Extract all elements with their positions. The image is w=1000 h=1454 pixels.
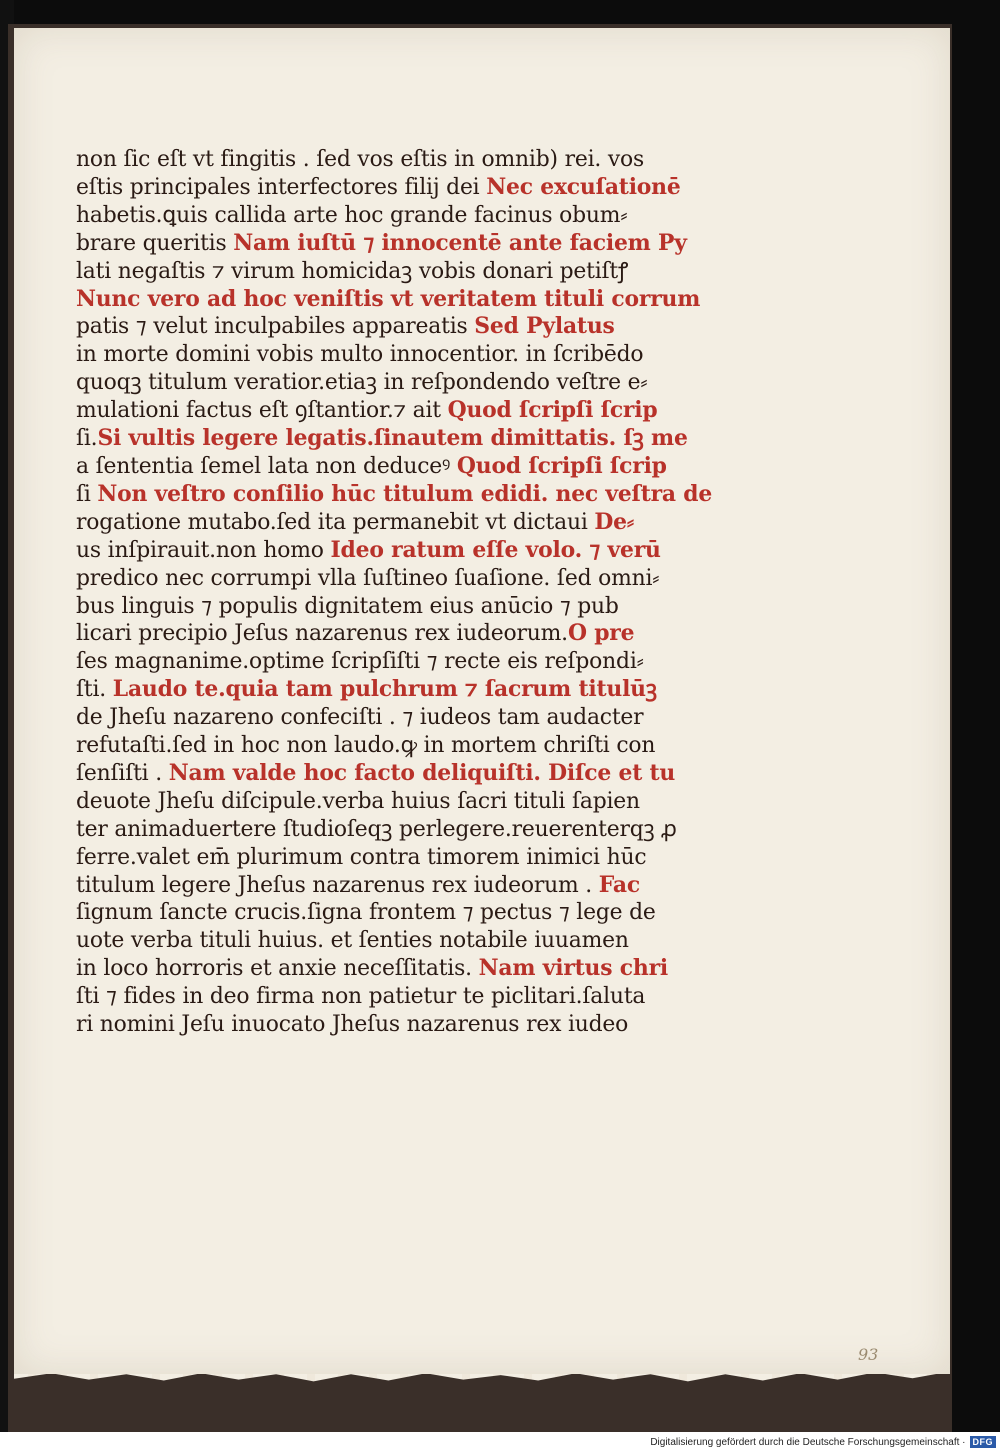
line-text: eſtis principales interfectores filij dei bbox=[76, 174, 487, 200]
rubric-text: Quod ſcripſi ſcrip bbox=[447, 397, 658, 424]
line-text: ſi bbox=[76, 481, 98, 507]
text-line bbox=[76, 537, 712, 565]
text-line bbox=[76, 453, 712, 481]
text-line bbox=[76, 704, 712, 732]
text-line bbox=[76, 397, 712, 425]
line-text: refutaſti.ſed in hoc non laudo.ꝙ in mortem chriſti con bbox=[76, 733, 656, 759]
text-line bbox=[76, 872, 712, 900]
text-line bbox=[76, 648, 712, 676]
line-text: a ſententia ſemel lata non deduceꝰ bbox=[76, 453, 457, 479]
line-text: in loco horroris et anxie neceſſitatis. bbox=[76, 956, 479, 982]
line-text: mulationi factus eſt ꝯſtantior.⁊ ait bbox=[76, 398, 448, 424]
line-text: non ſic eſt vt fingitis . ſed vos eſtis in omnib) rei. vos bbox=[76, 147, 645, 172]
line-text: rogatione mutabo.ſed ita permanebit vt dictaui bbox=[76, 509, 595, 535]
text-line bbox=[76, 286, 712, 314]
line-text: ſes magnanime.optime ſcripſiſti ⁊ recte eis reſpondi⸗ bbox=[76, 649, 644, 675]
text-line bbox=[76, 927, 712, 955]
line-text: deuote Jheſu diſcipule.verba huius ſacri tituli ſapien bbox=[76, 788, 640, 814]
rubric-text: Nam iuſtū ⁊ innocentē ante faciem Py bbox=[233, 229, 687, 256]
line-text: de Jheſu nazareno confeciſti . ⁊ iudeos tam audacter bbox=[76, 705, 644, 731]
line-text: us inſpirauit.non homo bbox=[76, 537, 331, 563]
funding-text: Digitalisierung gefördert durch die Deutsche Forschungsgemeinschaft · bbox=[650, 1436, 966, 1448]
scan-background-right bbox=[948, 0, 1000, 1432]
rubric-text: De⸗ bbox=[594, 508, 634, 535]
funding-footer bbox=[650, 1434, 996, 1450]
foliation-number: 93 bbox=[858, 1345, 879, 1364]
line-text: ter animaduertere ſtudioſeqꝫ perlegere.reuerenterqꝫ ꝓ bbox=[76, 816, 677, 842]
line-text: ſti ⁊ fides in deo firma non patietur te piclitari.ſaluta bbox=[76, 984, 646, 1010]
line-text: licari precipio Jeſus nazarenus rex iudeorum. bbox=[76, 621, 568, 647]
text-line bbox=[76, 202, 712, 230]
line-text: uote verba tituli huius. et ſenties notabile iuuamen bbox=[76, 928, 629, 954]
text-line bbox=[76, 676, 712, 704]
line-text: brare queritis bbox=[76, 230, 234, 256]
text-line bbox=[76, 620, 712, 648]
text-line bbox=[76, 565, 712, 593]
rubric-text: Quod ſcripſi ſcrip bbox=[456, 452, 667, 479]
text-line bbox=[76, 481, 711, 509]
line-text: titulum legere Jheſus nazarenus rex iudeorum . bbox=[76, 872, 599, 898]
text-line bbox=[76, 341, 712, 369]
text-line bbox=[76, 816, 712, 844]
rubric-text: Non veſtro conſilio hūc titulum edidi. nec veſtra de bbox=[97, 480, 713, 507]
text-line bbox=[76, 732, 712, 760]
text-line bbox=[76, 899, 712, 927]
line-text: ferre.valet em̄ plurimum contra timorem inimici hūc bbox=[76, 844, 647, 870]
rubric-text: Nec excuſationē bbox=[486, 173, 681, 200]
text-line bbox=[76, 174, 712, 202]
text-line bbox=[76, 760, 712, 788]
text-line bbox=[76, 1011, 712, 1039]
text-line bbox=[76, 230, 712, 258]
line-text: habetis.ꝗuis callida arte hoc grande facinus obum⸗ bbox=[76, 202, 628, 228]
text-line bbox=[76, 369, 712, 397]
line-text: lati negaſtis ⁊ virum homicidaꝫ vobis donari petiſtꝭ bbox=[76, 258, 629, 284]
line-text: ſti. bbox=[76, 677, 113, 703]
rubric-text: Sed Pylatus bbox=[474, 313, 615, 340]
text-line bbox=[76, 146, 712, 174]
text-line bbox=[76, 509, 712, 537]
text-line bbox=[76, 983, 712, 1011]
rubric-text: Fac bbox=[598, 871, 640, 898]
text-line bbox=[76, 844, 712, 872]
rubric-text: Nam valde hoc facto deliquiſti. Diſce et tu bbox=[168, 759, 676, 786]
text-line bbox=[76, 313, 712, 341]
line-text: ſi. bbox=[76, 426, 98, 452]
rubric-text: O pre bbox=[567, 620, 635, 647]
text-line bbox=[76, 258, 712, 286]
rubric-text: Nam virtus chri bbox=[478, 955, 669, 982]
text-line bbox=[76, 955, 712, 983]
rubric-text: Si vultis legere legatis.ſinautem dimittatis. ſꝫ me bbox=[97, 425, 688, 452]
line-text: ri nomini Jeſu inuocato Jheſus nazarenus rex iudeo bbox=[76, 1012, 629, 1038]
line-text: ſignum ſancte crucis.ſigna frontem ⁊ pectus ⁊ lege de bbox=[76, 900, 656, 926]
line-text: patis ⁊ velut inculpabiles appareatis bbox=[76, 314, 475, 340]
line-text: bus linguis ⁊ populis dignitatem eius anūcio ⁊ pub bbox=[76, 593, 619, 619]
rubric-text: Laudo te.quia tam pulchrum ⁊ ſacrum titulūꝫ bbox=[112, 676, 657, 703]
line-text: predico nec corrumpi vlla ſuſtineo ſuaſione. ſed omni⸗ bbox=[76, 565, 660, 591]
text-block bbox=[76, 146, 716, 1039]
text-line bbox=[76, 788, 712, 816]
rubric-text: Ideo ratum eſſe volo. ⁊ verū bbox=[330, 536, 661, 563]
line-text: ſenſiſti . bbox=[76, 760, 169, 786]
line-text: in morte domini vobis multo innocentior. in ſcribēdo bbox=[76, 342, 644, 368]
rubric-text: Nunc vero ad hoc veniſtis vt veritatem tituli corrum bbox=[76, 285, 701, 312]
line-text: quoqꝫ titulum veratior.etiaꝫ in reſpondendo veſtre e⸗ bbox=[76, 370, 648, 396]
text-line bbox=[76, 593, 712, 621]
dfg-logo: DFG bbox=[970, 1436, 997, 1448]
text-line bbox=[76, 425, 712, 453]
